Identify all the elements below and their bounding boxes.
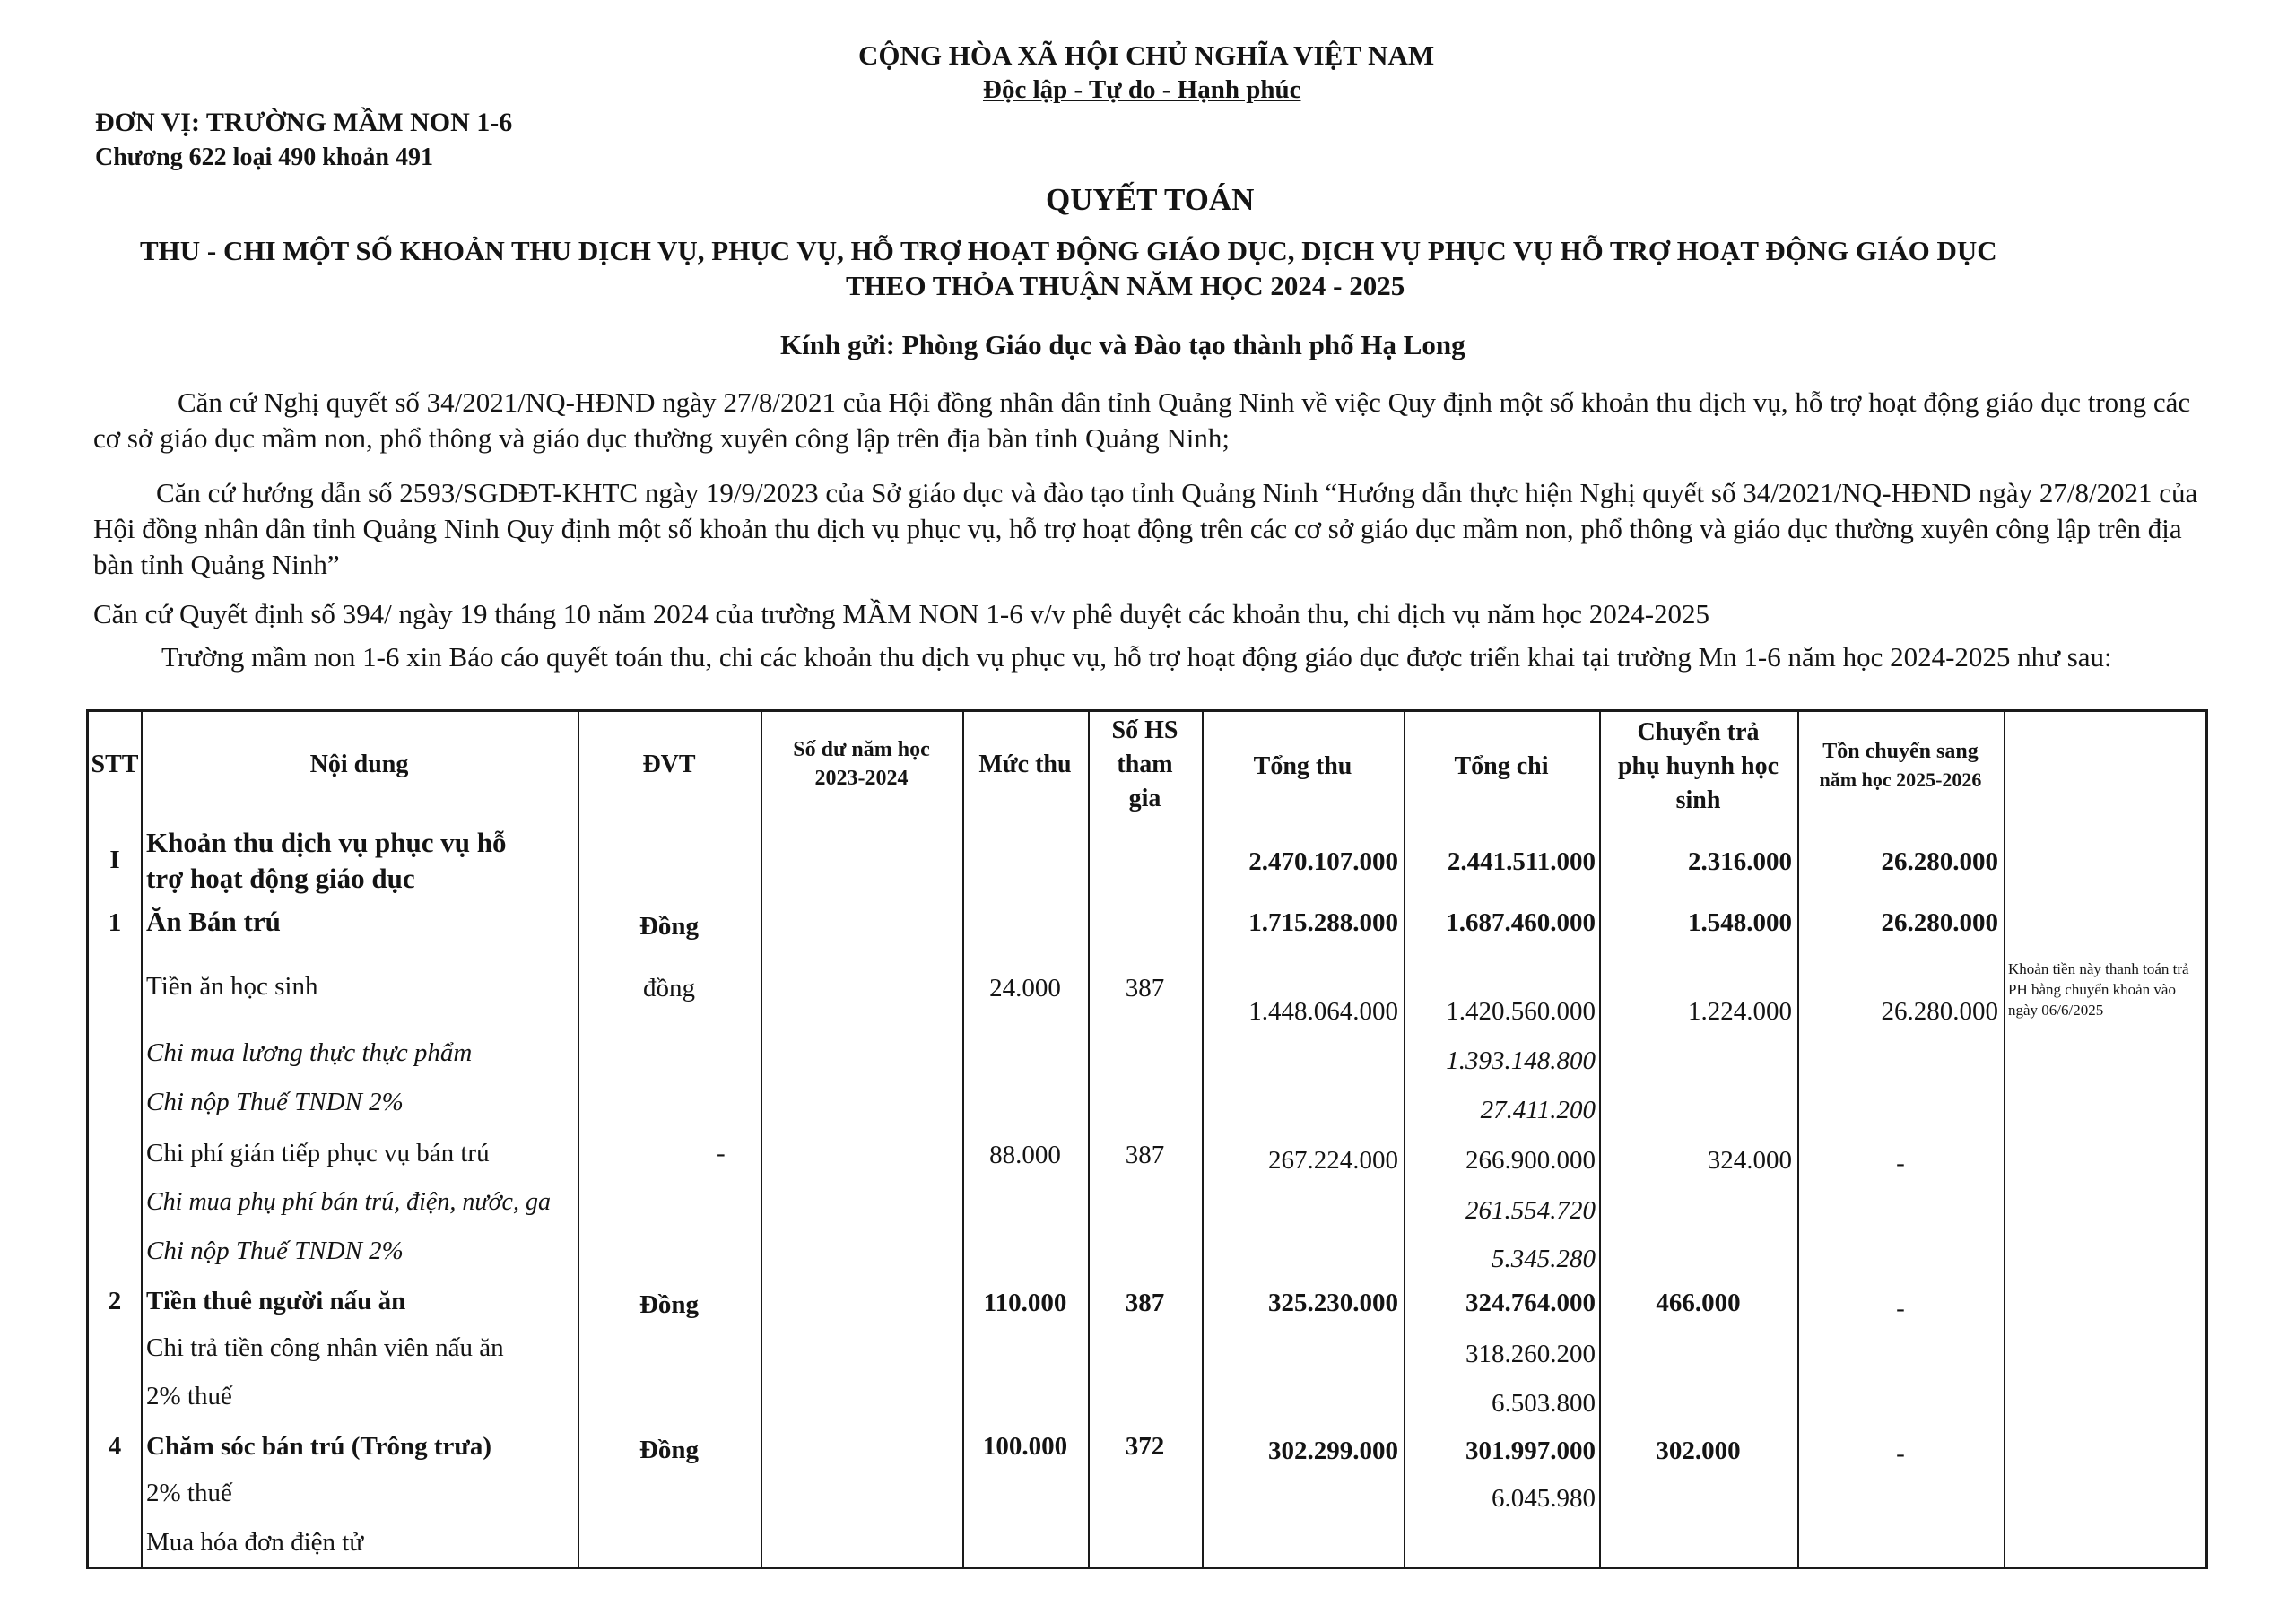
row-total-expense: 301.997.000 <box>1465 1436 1596 1465</box>
row-content: 2% thuế <box>146 1479 232 1507</box>
row-content: Chi mua phụ phí bán trú, điện, nước, ga <box>146 1188 551 1216</box>
header-carry-line-2: năm học 2025-2026 <box>1819 768 1982 791</box>
header-refund-line-3: sinh <box>1675 786 1721 814</box>
row-total-income: 302.299.000 <box>1268 1436 1398 1465</box>
settlement-table <box>86 709 2208 1569</box>
row-total-expense: 1.687.460.000 <box>1446 908 1596 937</box>
row-rate: 88.000 <box>989 1141 1061 1169</box>
header-balance-line-1: Số dư năm học <box>793 738 930 761</box>
header-unit: ĐVT <box>642 751 696 778</box>
row-content: Chi nộp Thuế TNDN 2% <box>146 1088 404 1116</box>
country-heading: CỘNG HÒA XÃ HỘI CHỦ NGHĨA VIỆT NAM <box>858 39 1435 71</box>
paragraph-guidance: Căn cứ hướng dẫn số 2593/SGDĐT-KHTC ngày 19/9/2023 của Sở giáo dục và đào tạo tỉnh Quảng Ninh “Hướng dẫn thực hiện Nghị quyết số 34/2021/NQ-HĐND ngày 27/8/2021 của Hội đồng nhân dân tỉnh Quảng Ninh Quy định một số khoản thu dịch vụ phục vụ, hỗ trợ hoạt động trên các cơ sở giáo dục mầm non, phổ thông và giáo dục thường xuyên công lập trên địa bàn tỉnh Quảng Ninh” <box>93 477 2198 580</box>
row-total-expense: 1.393.148.800 <box>1446 1046 1596 1075</box>
row-content-line-2: trợ hoạt động giáo dục <box>146 863 415 894</box>
row-unit: đồng <box>643 974 695 1002</box>
row-refund: 1.224.000 <box>1688 997 1792 1026</box>
title-line-1: THU - CHI MỘT SỐ KHOẢN THU DỊCH VỤ, PHỤC VỤ, HỖ TRỢ HOẠT ĐỘNG GIÁO DỤC, DỊCH VỤ PHỤC VỤ HỖ TRỢ HOẠT ĐỘNG GIÁO DỤC <box>140 235 1997 266</box>
row-note: Khoản tiền này thanh toán trả PH bằng chuyển khoản vào ngày 06/6/2025 <box>2008 960 2189 1019</box>
row-total-income: 1.715.288.000 <box>1248 908 1398 937</box>
row-rate: 110.000 <box>983 1289 1067 1317</box>
row-carry: - <box>1896 1149 1905 1177</box>
header-refund-line-2: phụ huynh học <box>1617 752 1779 780</box>
header-stt: STT <box>91 751 139 778</box>
row-content: Chi nộp Thuế TNDN 2% <box>146 1237 404 1265</box>
row-refund: 466.000 <box>1656 1289 1741 1317</box>
row-carry: 26.280.000 <box>1881 997 1998 1026</box>
row-total-income: 2.470.107.000 <box>1248 847 1398 876</box>
row-students: 387 <box>1125 974 1165 1002</box>
row-stt: 2 <box>108 1287 122 1315</box>
row-total-expense: 6.503.800 <box>1492 1389 1596 1418</box>
row-total-expense: 266.900.000 <box>1465 1146 1596 1175</box>
header-refund-line-1: Chuyển trả <box>1637 718 1760 746</box>
row-total-expense: 5.345.280 <box>1492 1245 1596 1273</box>
row-unit: - <box>717 1139 726 1167</box>
row-stt: I <box>109 846 120 874</box>
row-content: Mua hóa đơn điện tử <box>146 1528 364 1557</box>
header-total-income: Tổng thu <box>1253 752 1352 780</box>
row-content: Tiền thuê người nấu ăn <box>146 1287 406 1315</box>
row-students: 372 <box>1125 1432 1165 1461</box>
row-total-expense: 324.764.000 <box>1465 1289 1596 1317</box>
document-title: QUYẾT TOÁN <box>1046 182 1255 217</box>
row-unit: Đồng <box>639 1290 700 1319</box>
unit-name: ĐƠN VỊ: TRƯỜNG MẦM NON 1-6 <box>95 108 513 137</box>
header-balance-line-2: 2023-2024 <box>814 767 909 790</box>
row-content: 2% thuế <box>146 1382 232 1410</box>
row-total-expense: 261.554.720 <box>1465 1196 1596 1225</box>
row-content: Ăn Bán trú <box>146 906 281 937</box>
row-stt: 4 <box>108 1432 122 1461</box>
header-total-expense: Tổng chi <box>1454 752 1549 780</box>
row-content: Tiền ăn học sinh <box>146 972 318 1001</box>
row-total-income: 325.230.000 <box>1268 1289 1398 1317</box>
row-refund: 302.000 <box>1656 1436 1741 1465</box>
row-carry: 26.280.000 <box>1881 847 1998 876</box>
row-unit: Đồng <box>639 912 700 941</box>
motto: Độc lập - Tự do - Hạnh phúc <box>983 75 1301 104</box>
row-stt: 1 <box>108 908 122 937</box>
row-total-expense: 6.045.980 <box>1492 1484 1596 1513</box>
row-content: Chăm sóc bán trú (Trông trưa) <box>146 1432 491 1461</box>
row-total-income: 1.448.064.000 <box>1248 997 1398 1026</box>
header-students-line-3: gia <box>1128 785 1161 812</box>
header-content: Nội dung <box>309 751 409 778</box>
row-rate: 24.000 <box>989 974 1061 1002</box>
row-content: Chi phí gián tiếp phục vụ bán trú <box>146 1139 490 1167</box>
row-total-expense: 318.260.200 <box>1465 1340 1596 1368</box>
recipient-line: Kính gửi: Phòng Giáo dục và Đào tạo thành phố Hạ Long <box>780 329 1465 360</box>
row-content: Chi mua lương thực thực phẩm <box>146 1038 473 1067</box>
row-refund: 1.548.000 <box>1688 908 1792 937</box>
paragraph-decision: Căn cứ Quyết định số 394/ ngày 19 tháng 10 năm 2024 của trường MẦM NON 1-6 v/v phê duyệt các khoản thu, chi dịch vụ năm học 2024-2025 <box>93 598 1710 629</box>
row-carry: 26.280.000 <box>1881 908 1998 937</box>
row-refund: 324.000 <box>1707 1146 1792 1175</box>
chapter-code: Chương 622 loại 490 khoản 491 <box>95 143 433 171</box>
row-total-expense: 1.420.560.000 <box>1446 997 1596 1026</box>
row-total-expense: 2.441.511.000 <box>1447 847 1596 876</box>
paragraph-resolution: Căn cứ Nghị quyết số 34/2021/NQ-HĐND ngày 27/8/2021 của Hội đồng nhân dân tỉnh Quảng Ninh về việc Quy định một số khoản thu dịch vụ, hỗ trợ hoạt động giáo dục trong các cơ sở giáo dục mầm non, phổ thông và giáo dục thường xuyên công lập trên địa bàn tỉnh Quảng Ninh; <box>93 386 2191 454</box>
header-rate: Mức thu <box>978 751 1072 778</box>
header-carry-line-1: Tồn chuyển sang <box>1822 740 1979 763</box>
title-line-2: THEO THỎA THUẬN NĂM HỌC 2024 - 2025 <box>846 270 1405 301</box>
row-total-expense: 27.411.200 <box>1480 1096 1596 1124</box>
header-students-line-2: tham <box>1117 751 1173 778</box>
row-total-income: 267.224.000 <box>1268 1146 1398 1175</box>
row-refund: 2.316.000 <box>1688 847 1792 876</box>
row-students: 387 <box>1125 1141 1165 1169</box>
header-students-line-1: Số HS <box>1111 716 1178 744</box>
row-content: Chi trả tiền công nhân viên nấu ăn <box>146 1333 504 1362</box>
row-students: 387 <box>1125 1289 1165 1317</box>
row-unit: Đồng <box>639 1436 700 1464</box>
row-carry: - <box>1896 1439 1905 1468</box>
row-rate: 100.000 <box>982 1432 1068 1461</box>
row-carry: - <box>1896 1294 1905 1323</box>
row-content: Khoản thu dịch vụ phục vụ hỗ <box>146 827 507 858</box>
paragraph-report: Trường mầm non 1-6 xin Báo cáo quyết toán thu, chi các khoản thu dịch vụ phục vụ, hỗ trợ hoạt động giáo dục được triển khai tại trường Mn 1-6 năm học 2024-2025 như sau: <box>161 641 2112 673</box>
